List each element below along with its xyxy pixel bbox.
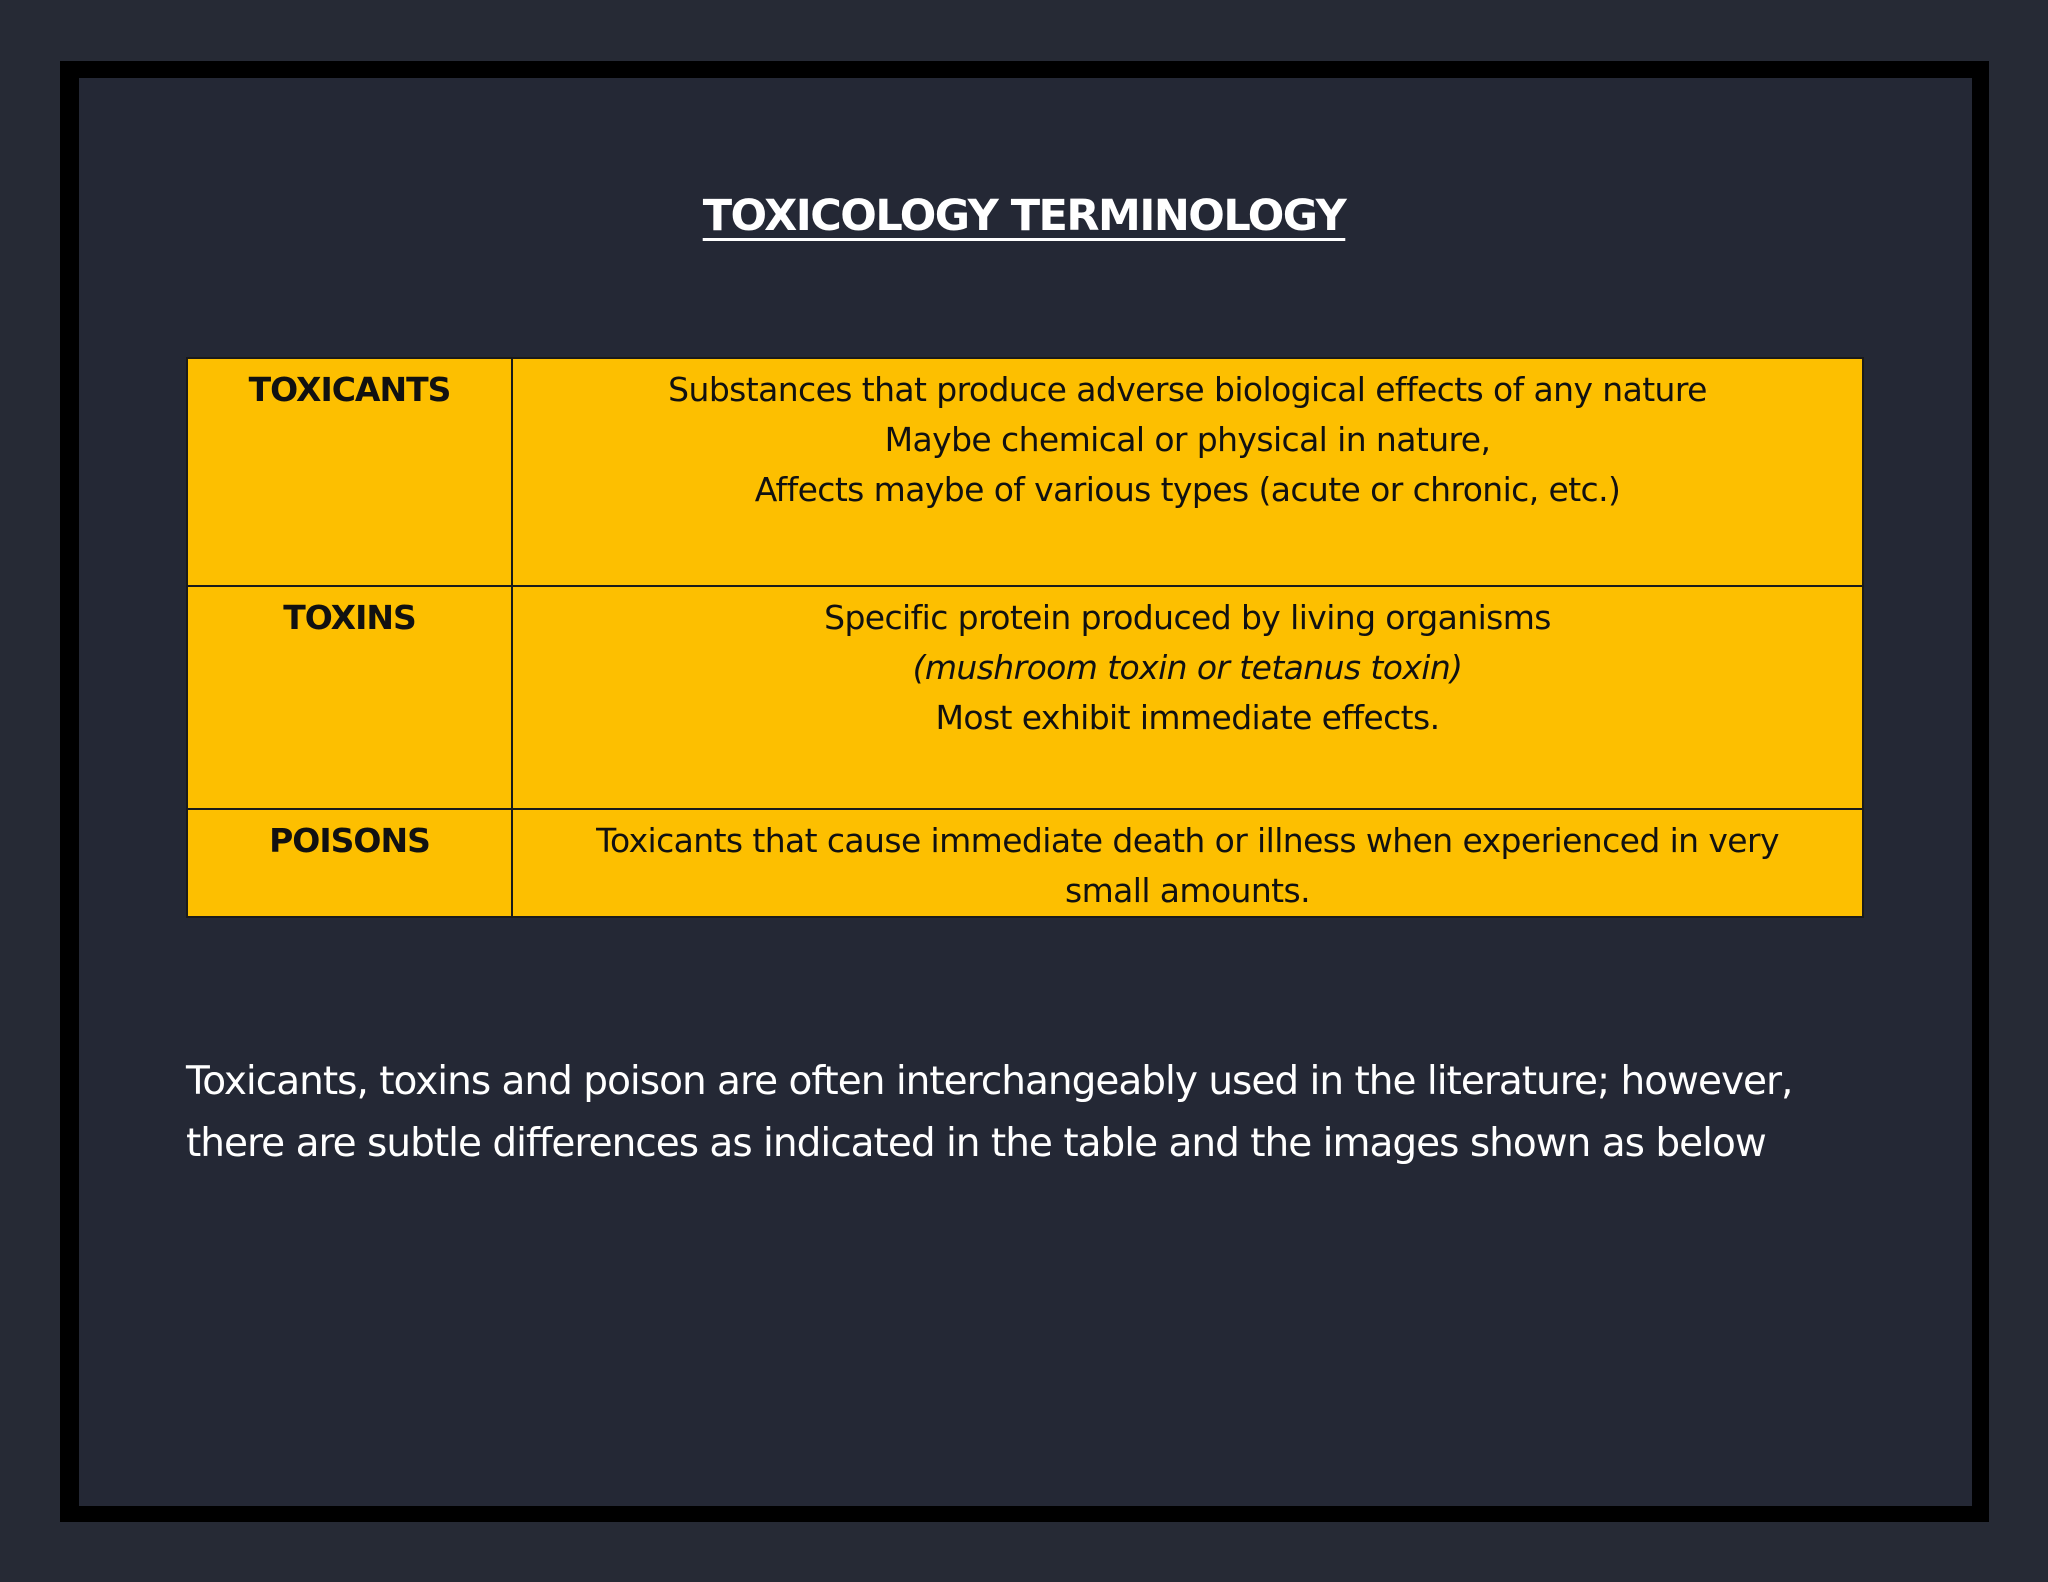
body-paragraph bbox=[186, 1051, 1886, 1175]
body-line: Toxicants, toxins and poison are often interchangeably used in the literature; however, bbox=[186, 1059, 1793, 1104]
definition-line-example: (mushroom toxin or tetanus toxin) bbox=[912, 648, 1463, 687]
definition-line: Most exhibit immediate effects. bbox=[935, 698, 1440, 737]
term-label: TOXINS bbox=[283, 598, 416, 637]
term-cell bbox=[187, 809, 512, 917]
table-row-poisons bbox=[187, 809, 1863, 917]
definition-line: Toxicants that cause immediate death or illness when experienced in very bbox=[596, 821, 1779, 860]
term-label: TOXICANTS bbox=[248, 370, 451, 409]
definition-cell bbox=[512, 809, 1863, 917]
body-line: there are subtle differences as indicated in the table and the images shown as below bbox=[186, 1121, 1766, 1166]
term-label: POISONS bbox=[269, 821, 430, 860]
table-row-toxicants bbox=[187, 358, 1863, 586]
definition-cell bbox=[512, 586, 1863, 809]
table-row-toxins bbox=[187, 586, 1863, 809]
definition-line: Maybe chemical or physical in nature, bbox=[884, 420, 1491, 459]
definition-line: Affects maybe of various types (acute or chronic, etc.) bbox=[754, 470, 1621, 509]
terminology-table bbox=[186, 357, 1864, 918]
definition-line: small amounts. bbox=[1065, 871, 1310, 910]
term-cell bbox=[187, 358, 512, 586]
definition-cell bbox=[512, 358, 1863, 586]
definition-line: Specific protein produced by living organisms bbox=[824, 598, 1551, 637]
definition-line: Substances that produce adverse biological effects of any nature bbox=[668, 370, 1707, 409]
term-cell bbox=[187, 586, 512, 809]
slide-title: TOXICOLOGY TERMINOLOGY bbox=[702, 191, 1346, 241]
